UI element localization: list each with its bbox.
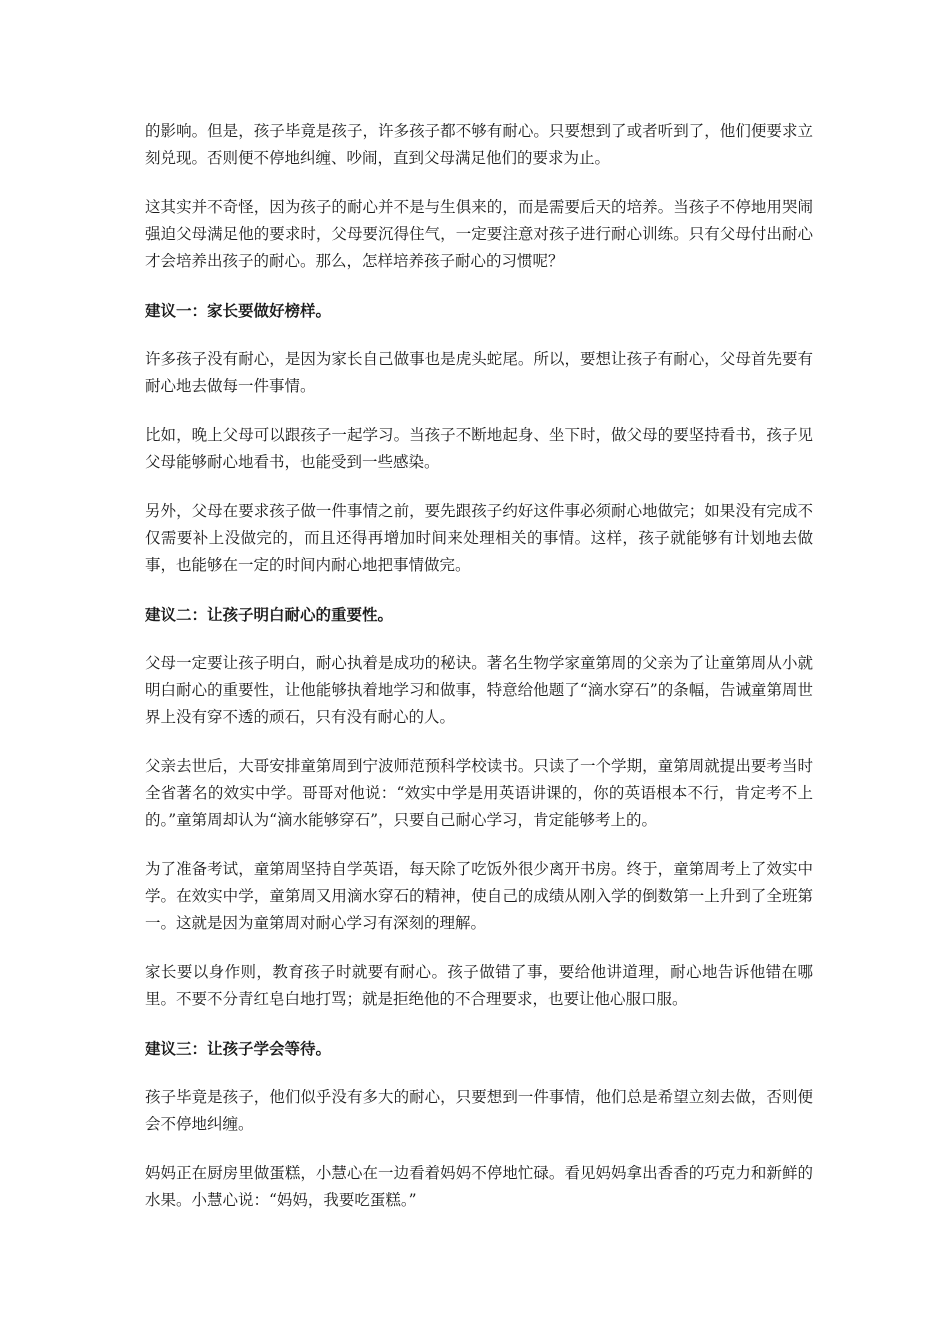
- paragraph: 孩子毕竟是孩子，他们似乎没有多大的耐心，只要想到一件事情，他们总是希望立刻去做，否则便会不停地纠缠。: [145, 1088, 813, 1133]
- paragraph: 比如，晚上父母可以跟孩子一起学习。当孩子不断地起身、坐下时，做父母的要坚持看书，孩子见父母能够耐心地看书，也能受到一些感染。: [145, 426, 813, 471]
- paragraph: 的影响。但是，孩子毕竟是孩子，许多孩子都不够有耐心。只要想到了或者听到了，他们便要求立刻兑现。否则便不停地纠缠、吵闹，直到父母满足他们的要求为止。: [145, 122, 813, 167]
- paragraph: 父亲去世后，大哥安排童第周到宁波师范预科学校读书。只读了一个学期，童第周就提出要考当时全省著名的效实中学。哥哥对他说：“效实中学是用英语讲课的，你的英语根本不行，肯定考不上的。”童第周却认为“滴水能够穿石”，只要自己耐心学习，肯定能够考上的。: [145, 757, 813, 829]
- document-page: [145, 118, 813, 1236]
- paragraph: 另外，父母在要求孩子做一件事情之前，要先跟孩子约好这件事必须耐心地做完；如果没有完成不仅需要补上没做完的，而且还得再增加时间来处理相关的事情。这样，孩子就能够有计划地去做事，也能够在一定的时间内耐心地把事情做完。: [145, 502, 813, 574]
- paragraph: 父母一定要让孩子明白，耐心执着是成功的秘诀。著名生物学家童第周的父亲为了让童第周从小就明白耐心的重要性，让他能够执着地学习和做事，特意给他题了“滴水穿石”的条幅，告诫童第周世界上没有穿不透的顽石，只有没有耐心的人。: [145, 654, 813, 726]
- paragraph: 为了准备考试，童第周坚持自学英语，每天除了吃饭外很少离开书房。终于，童第周考上了效实中学。在效实中学，童第周又用滴水穿石的精神，使自己的成绩从刚入学的倒数第一上升到了全班第一。这就是因为童第周对耐心学习有深刻的理解。: [145, 860, 813, 932]
- paragraph: 家长要以身作则，教育孩子时就要有耐心。孩子做错了事，要给他讲道理，耐心地告诉他错在哪里。不要不分青红皂白地打骂；就是拒绝他的不合理要求，也要让他心服口服。: [145, 963, 813, 1008]
- paragraph: 许多孩子没有耐心，是因为家长自己做事也是虎头蛇尾。所以，要想让孩子有耐心，父母首先要有耐心地去做每一件事情。: [145, 350, 813, 395]
- section-heading: 建议一：家长要做好榜样。: [145, 301, 332, 320]
- section-heading: 建议三：让孩子学会等待。: [145, 1039, 332, 1058]
- paragraph: 妈妈正在厨房里做蛋糕，小慧心在一边看着妈妈不停地忙碌。看见妈妈拿出香香的巧克力和新鲜的水果。小慧心说：“妈妈，我要吃蛋糕。”: [145, 1164, 813, 1209]
- section-heading: 建议二：让孩子明白耐心的重要性。: [145, 605, 394, 624]
- paragraph: 这其实并不奇怪，因为孩子的耐心并不是与生俱来的，而是需要后天的培养。当孩子不停地用哭闹强迫父母满足他的要求时，父母要沉得住气，一定要注意对孩子进行耐心训练。只有父母付出耐心才会培养出孩子的耐心。那么，怎样培养孩子耐心的习惯呢？: [145, 198, 813, 270]
